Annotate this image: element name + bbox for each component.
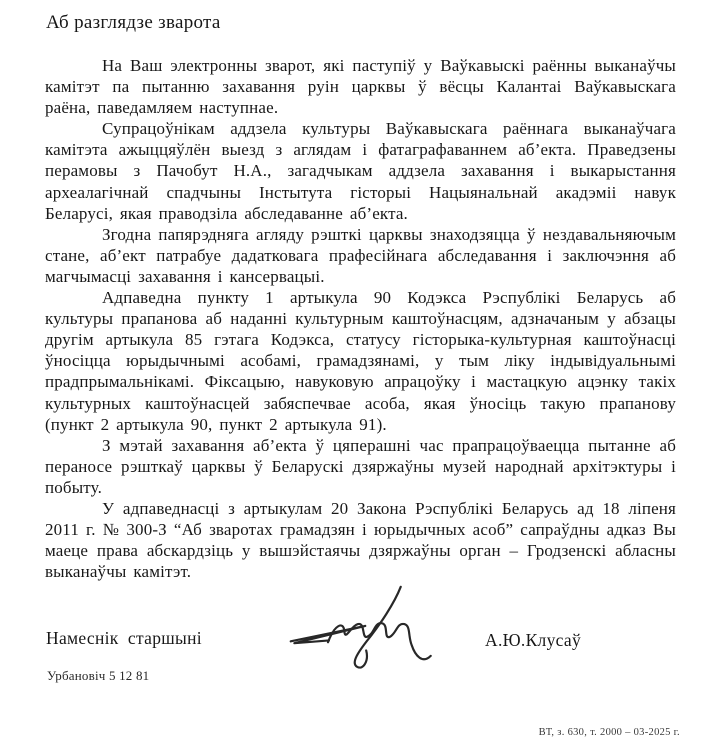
paragraph-inspection: Супрацоўнікам аддзела культуры Ваўкавыскага раённага выканаўчага камітэта ажыццяўлён выезд з аглядам і фатаграфаваннем аб’екта. Праведзены перамовы з Пачобут Н.А., загадчыкам аддзела захавання і выкарыстання археалагічнай спадчыны Інстытута гісторыі Нацыянальнай акадэміі навук Беларусі, якая праводзіла абследаванне аб’екта.	[45, 119, 676, 223]
letter-body	[45, 55, 676, 582]
paragraph-intro: На Ваш электронны зварот, які паступіў у Ваўкавыскі раённы выканаўчы камітэт па пытанню захавання руін царквы ў вёсцы Калантаі Ваўкавыскага раёна, паведамляем наступнае.	[45, 56, 676, 118]
paragraph-museum-transfer: З мэтай захавання аб’екта ў цяперашні час прапрацоўваецца пытанне аб пераносе рэшткаў царквы ў Беларускі дзяржаўны музей народнай архітэктуры і побыту.	[45, 435, 676, 497]
document-title: Аб разглядзе зварота	[46, 12, 221, 33]
executor-contact-note: Урбановіч 5 12 81	[47, 668, 150, 683]
paragraph-appeal-rights: У адпаведнасці з артыкулам 20 Закона Рэспублікі Беларусь ад 18 ліпеня 2011 г. № 300-З “Аб зваротах грамадзян і юрыдычных асоб” сапраўдны адказ Вы маеце права абскардзіць у вышэйстаячы дзяржаўны орган – Гродзенскі абласны выканаўчы камітэт.	[45, 498, 676, 582]
signer-name: А.Ю.Клусаў	[485, 630, 582, 650]
signature-block	[45, 628, 676, 652]
paragraph-condition: Згодна папярэдняга агляду рэшткі царквы знаходзяцца ў нездавальняючым стане, аб’ект патрабуе дадатковага прафесійнага абследавання і заключэння аб магчымасці захавання і кансервацыі.	[45, 224, 676, 286]
signer-position-title: Намеснік старшыні	[46, 628, 202, 648]
paragraph-culture-code: Адпаведна пункту 1 артыкула 90 Кодэкса Рэспублікі Беларусь аб культуры прапанова аб наданні культурным каштоўнасцям, адзначаным у абзацы другім артыкула 85 гэтага Кодэкса, статусу гісторыка-культурная каштоўнасці ўносіцца юрыдычнымі асобамі, грамадзянамі, у тым ліку індывідуальнымі прадпрымальнікамі. Фіксацыю, навуковую апрацоўку і мастацкую ацэнку такіх культурных каштоўнасцей забяспечвае асоба, якая ўносіць такую прапанову (пункт 2 артыкула 90, пункт 2 артыкула 91).	[45, 288, 676, 434]
print-shop-footer: ВТ, з. 630, т. 2000 – 03-2025 г.	[538, 727, 680, 738]
